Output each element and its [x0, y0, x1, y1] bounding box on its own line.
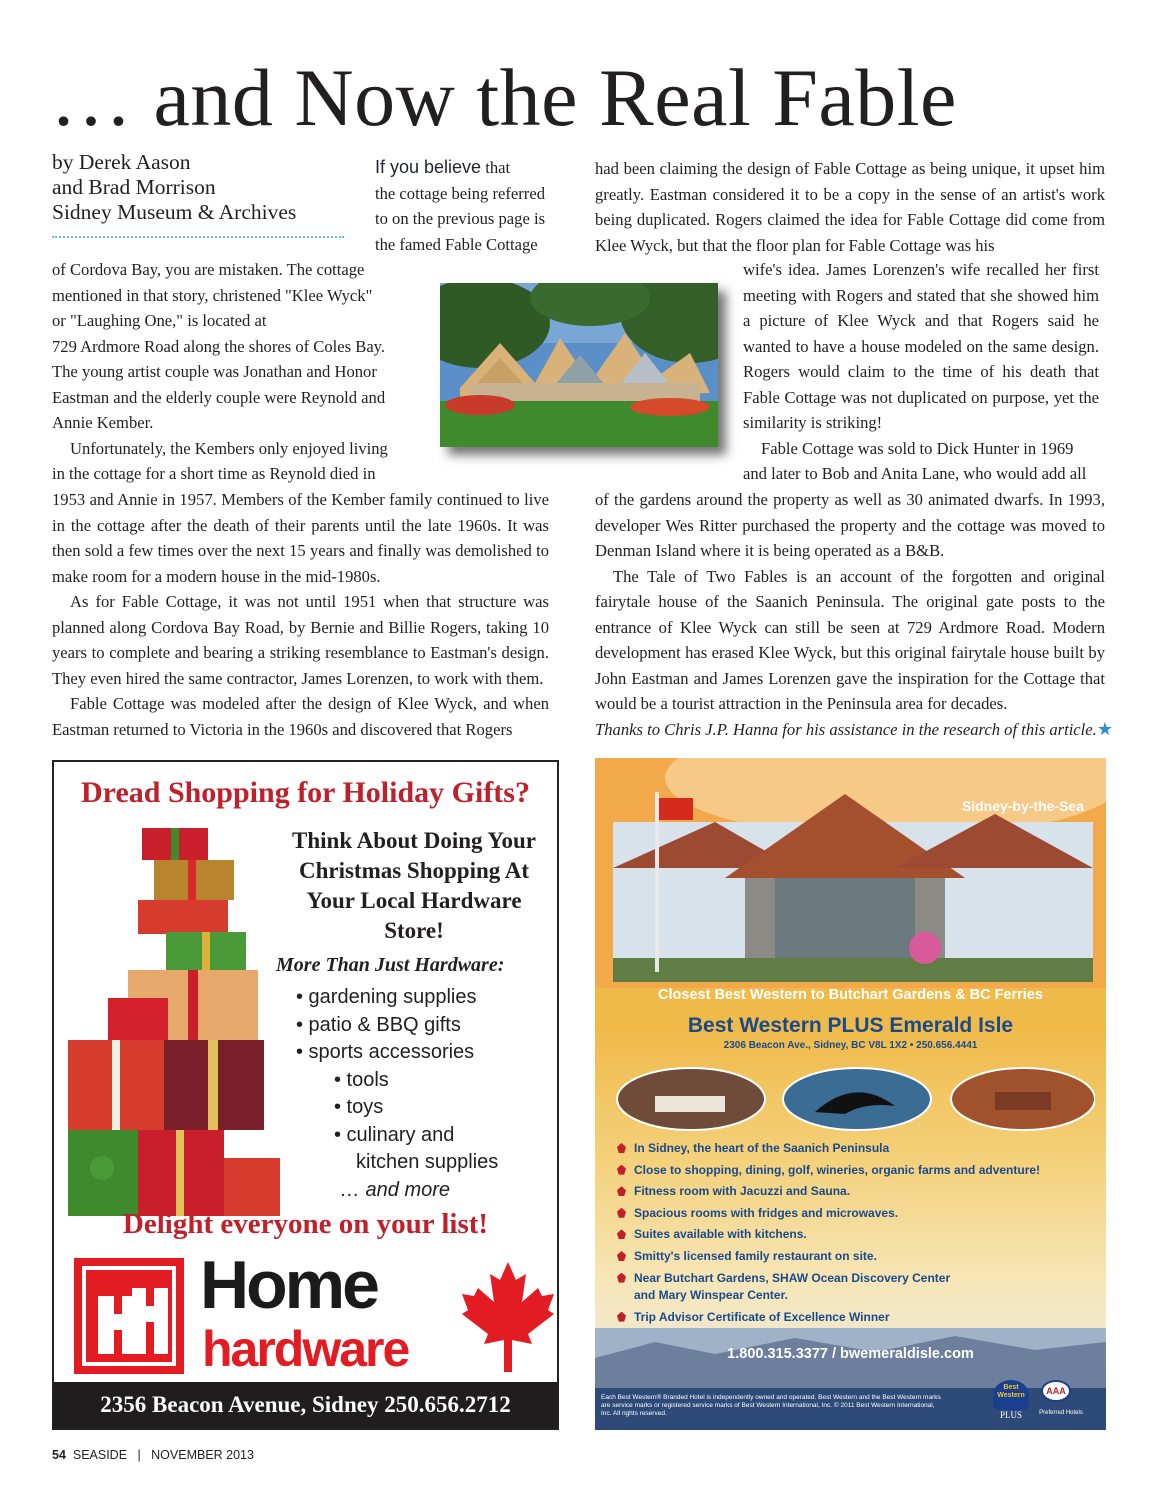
- brand-hardware: hardware: [202, 1321, 409, 1377]
- hotel-thumbnails: [615, 1066, 1095, 1132]
- ad-more-than: More Than Just Hardware:: [276, 954, 505, 976]
- page-footer: [52, 1448, 254, 1462]
- article-right-wide: of the gardens around the property as well as 30 animated dwarfs. In 1993, developer Wes Ritter purchased the property and the cottage was moved to Denman Island where it is being operated as a B&B. The Tale of Two Fables is an account of the forgotten and original fairytale house of the Saanich Peninsula. The original gate posts to the entrance of Klee Wyck can still be seen at 729 Ardmore Road. Modern development has erased Klee Wyck, but this original fairytale house built by John Eastman and James Lorenzen gave the inspiration for the Cottage that would be a tourist attraction in the Peninsula area for decades. Thanks to Chris J.P. Hanna for his assistance in the research of this article.★: [595, 490, 1113, 739]
- ad-think-text: Think About Doing Your Christmas Shopping At Your Local Hardware Store!: [292, 828, 536, 943]
- hotel-name: Best Western PLUS Emerald Isle: [687, 1014, 1014, 1037]
- ad-closest: Closest Best Western to Butchart Gardens & BC Ferries: [658, 987, 1043, 1003]
- fine-print: Each Best Western® Branded Hotel is independently owned and operated. Best Western and the Best Western marks are service marks or registered service marks of Best Western International, Inc. © 2011 Best Western International, Inc. All rights reserved.: [601, 1394, 941, 1417]
- byline-divider: [52, 236, 344, 238]
- ad-address: 2356 Beacon Avenue, Sidney 250.656.2712: [54, 1382, 557, 1428]
- list-item: • gardening supplies: [296, 986, 477, 1008]
- article-title: … and Now the Real Fable: [50, 52, 957, 143]
- list-item: Near Butchart Gardens, SHAW Ocean Discovery Center: [617, 1268, 1040, 1287]
- page-number: 54: [52, 1448, 66, 1462]
- ad-headline: Dread Shopping for Holiday Gifts?: [81, 776, 530, 809]
- ad-delight: Delight everyone on your list!: [122, 1208, 489, 1240]
- article-right-narrow: wife's idea. James Lorenzen's wife recalled her first meeting with Rogers and stated that she showed him a picture of Klee Wyck and that Rogers said he wanted to have a house modeled on the same design. Rogers would claim to the time of his death that Fable Cottage was not duplicated on purpose, yet the similarity is striking! Fable Cottage was sold to Dick Hunter in 1969 and later to Bob and Anita Lane, who would add all: [743, 260, 1099, 483]
- footer-separator: |: [137, 1448, 141, 1462]
- article-left-wide: 1953 and Annie in 1957. Members of the Kember family continued to live in the cottage after the death of their parents until the late 1960s. It was then sold a few times over the next 15 years and finally was demolished to make room for a modern house in the mid-1980s. As for Fable Cottage, it was not until 1951 when that structure was planned along Cordova Bay Road, by Bernie and Billie Rogers, taking 10 years to complete and bearing a striking resemblance to Eastman's design. They even hired the same contractor, James Lorenzen, to work with them. Fable Cottage was modeled after the design of Klee Wyck, and when Eastman returned to Victoria in the 1960s and discovered that Rogers: [52, 490, 549, 739]
- best-western-logo-icon: Best Western: [993, 1380, 1029, 1410]
- lead-in: If you believe: [375, 157, 482, 177]
- list-item: Spacious rooms with fridges and microwaves.: [617, 1203, 1040, 1225]
- home-hardware-logo-icon: [74, 1258, 184, 1374]
- brand-home: Home: [200, 1247, 377, 1323]
- list-item: Suites available with kitchens.: [617, 1224, 1040, 1246]
- end-star-icon: ★: [1096, 718, 1113, 739]
- hotel-address: 2306 Beacon Ave., Sidney, BC V8L 1X2 • 250.656.4441: [723, 1040, 978, 1051]
- best-western-ad[interactable]: [595, 758, 1106, 1430]
- publication-name: SEASIDE: [72, 1448, 128, 1462]
- list-item: • culinary and: [334, 1123, 455, 1146]
- list-item: and Mary Winspear Center.: [634, 1287, 788, 1302]
- gift-stack-illustration: [68, 828, 280, 1218]
- article-col2-top: If you believe that the cottage being referred to on the previous page is the famed Fable Cottage: [375, 157, 546, 254]
- bw-plus-label: PLUS: [999, 1410, 1022, 1420]
- article-left-narrow: of Cordova Bay, you are mistaken. The cottage mentioned in that story, christened "Klee Wyck" or "Laughing One," is located at 729 Ardmore Road along the shores of Coles Bay. The young artist couple was Jonathan and Honor Eastman and the elderly couple were Reynold and Annie Kember. Unfortunately, the Kembers only enjoyed living in the cottage for a short time as Reynold died in: [52, 260, 388, 483]
- list-item: • toys: [334, 1096, 384, 1118]
- list-item: kitchen supplies: [356, 1151, 499, 1173]
- issue-date: NOVEMBER 2013: [151, 1448, 254, 1462]
- home-hardware-ad[interactable]: [52, 760, 559, 1430]
- list-item: Fitness room with Jacuzzi and Sauna.: [617, 1181, 1040, 1203]
- byline-line: and Brad Morrison: [52, 175, 216, 199]
- aaa-sub-label: Preferred Hotels: [1039, 1410, 1083, 1416]
- list-item: • patio & BBQ gifts: [296, 1013, 461, 1036]
- list-item: Smitty's licensed family restaurant on site.: [617, 1246, 1040, 1268]
- hotel-phone-link[interactable]: 1.800.315.3377 / bwemeraldisle.com: [727, 1346, 974, 1362]
- hotel-features: [617, 1138, 1040, 1328]
- ad-tagline: Sidney-by-the-Sea: [961, 798, 1084, 814]
- list-item: • sports accessories: [296, 1041, 475, 1063]
- list-item: … and more: [340, 1178, 451, 1201]
- byline: [52, 150, 296, 225]
- byline-line: by Derek Aason: [52, 150, 191, 174]
- list-item: Close to shopping, dining, golf, wineries, organic farms and adventure!: [617, 1160, 1040, 1182]
- fable-cottage-photo: [440, 283, 718, 447]
- list-item: • tools: [334, 1068, 389, 1091]
- byline-line: Sidney Museum & Archives: [52, 200, 297, 224]
- hotel-photo: [595, 758, 1106, 988]
- article-credit: Thanks to Chris J.P. Hanna for his assistance in the research of this article.: [595, 719, 1097, 739]
- aaa-logo-icon: AAA: [1041, 1380, 1071, 1402]
- list-item: Trip Advisor Certificate of Excellence Winner: [617, 1307, 1040, 1329]
- list-item: In Sidney, the heart of the Saanich Peninsula: [617, 1138, 1040, 1160]
- maple-leaf-icon: [462, 1262, 554, 1372]
- article-right-top: had been claiming the design of Fable Cottage as being unique, it upset him greatly. Eastman considered it to be a copy in the sense of an artist's work being duplicated. Rogers claimed the idea for Fable Cottage did come from Klee Wyck, but that the floor plan for Fable Cottage was his: [595, 159, 1105, 255]
